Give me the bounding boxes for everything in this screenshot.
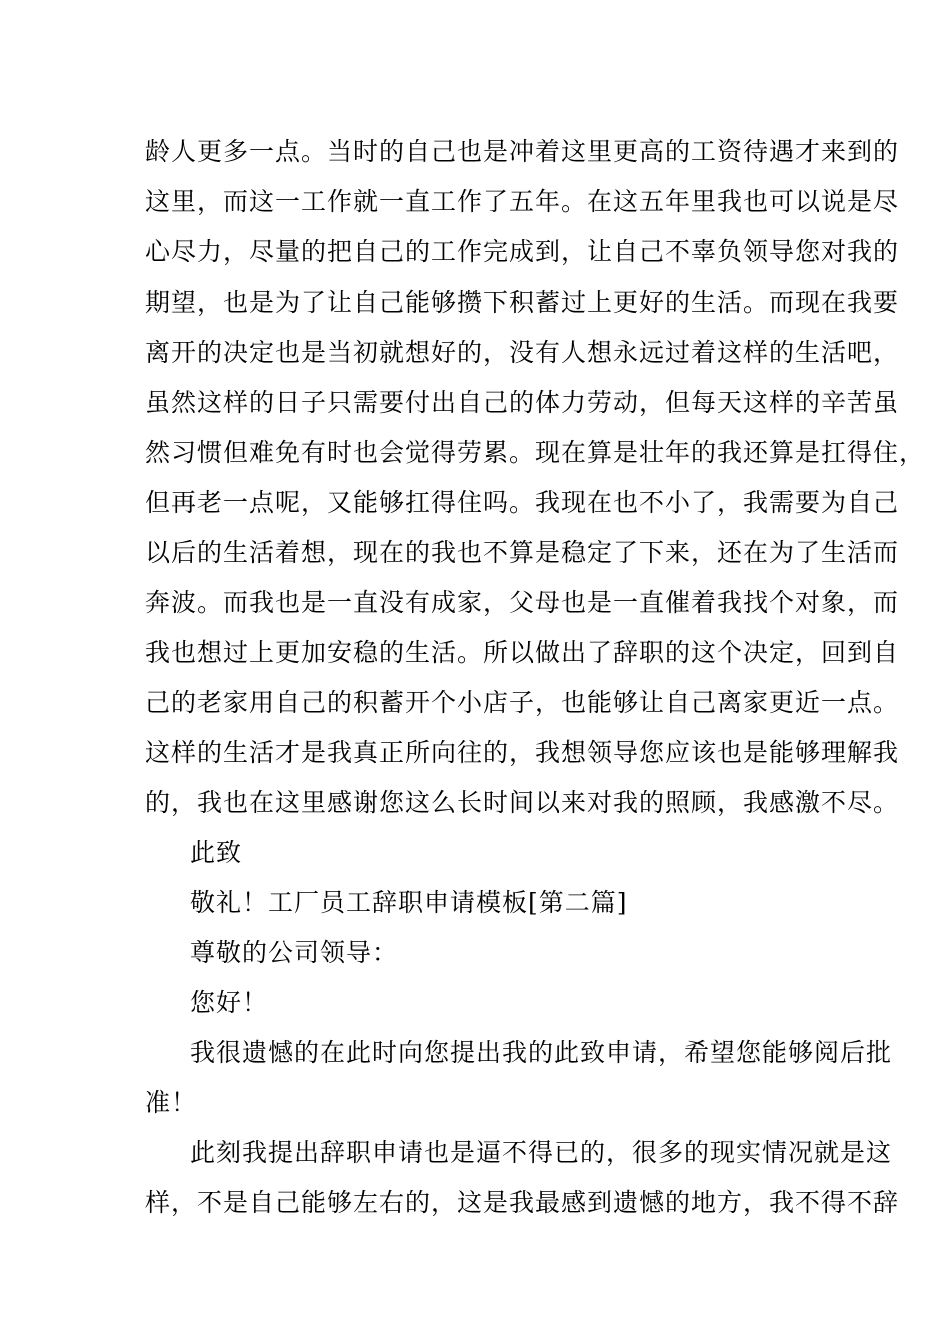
body-line: 奔波。而我也是一直没有成家，父母也是一直催着我找个对象，而 xyxy=(145,588,900,617)
section-heading: 敬礼！工厂员工辞职申请模板[第二篇] xyxy=(190,888,628,917)
body-line: 虽然这样的日子只需要付出自己的体力劳动，但每天这样的辛苦虽 xyxy=(145,388,900,417)
body-line: 以后的生活着想，现在的我也不算是稳定了下来，还在为了生活而 xyxy=(145,538,900,567)
body-line: 然习惯但难免有时也会觉得劳累。现在算是壮年的我还算是扛得住， xyxy=(145,438,926,467)
paragraph-start: 此刻我提出辞职申请也是逼不得已的，很多的现实情况就是这 xyxy=(190,1138,893,1167)
body-line: 准！ xyxy=(145,1088,198,1117)
body-line: 心尽力，尽量的把自己的工作完成到，让自己不辜负领导您对我的 xyxy=(145,237,900,266)
body-line: 离开的决定也是当初就想好的，没有人想永远过着这样的生活吧， xyxy=(145,338,900,367)
body-line: 这里，而这一工作就一直工作了五年。在这五年里我也可以说是尽 xyxy=(145,187,900,216)
salutation: 尊敬的公司领导： xyxy=(190,938,399,967)
body-line: 的，我也在这里感谢您这么长时间以来对我的照顾，我感激不尽。 xyxy=(145,788,900,817)
body-line: 期望，也是为了让自己能够攒下积蓄过上更好的生活。而现在我要 xyxy=(145,288,900,317)
body-line: 但再老一点呢，又能够扛得住吗。我现在也不小了，我需要为自己 xyxy=(145,488,900,517)
body-line: 我也想过上更加安稳的生活。所以做出了辞职的这个决定，回到自 xyxy=(145,638,900,667)
body-line: 龄人更多一点。当时的自己也是冲着这里更高的工资待遇才来到的 xyxy=(145,137,900,166)
body-line: 样，不是自己能够左右的，这是我最感到遗憾的地方，我不得不辞 xyxy=(145,1188,900,1217)
body-line: 这样的生活才是我真正所向往的，我想领导您应该也是能够理解我 xyxy=(145,738,900,767)
closing-greeting: 此致 xyxy=(190,838,243,867)
body-line: 己的老家用自己的积蓄开个小店子，也能够让自己离家更近一点。 xyxy=(145,688,900,717)
greeting: 您好！ xyxy=(190,988,269,1017)
paragraph-start: 我很遗憾的在此时向您提出我的此致申请，希望您能够阅后批 xyxy=(190,1038,893,1067)
